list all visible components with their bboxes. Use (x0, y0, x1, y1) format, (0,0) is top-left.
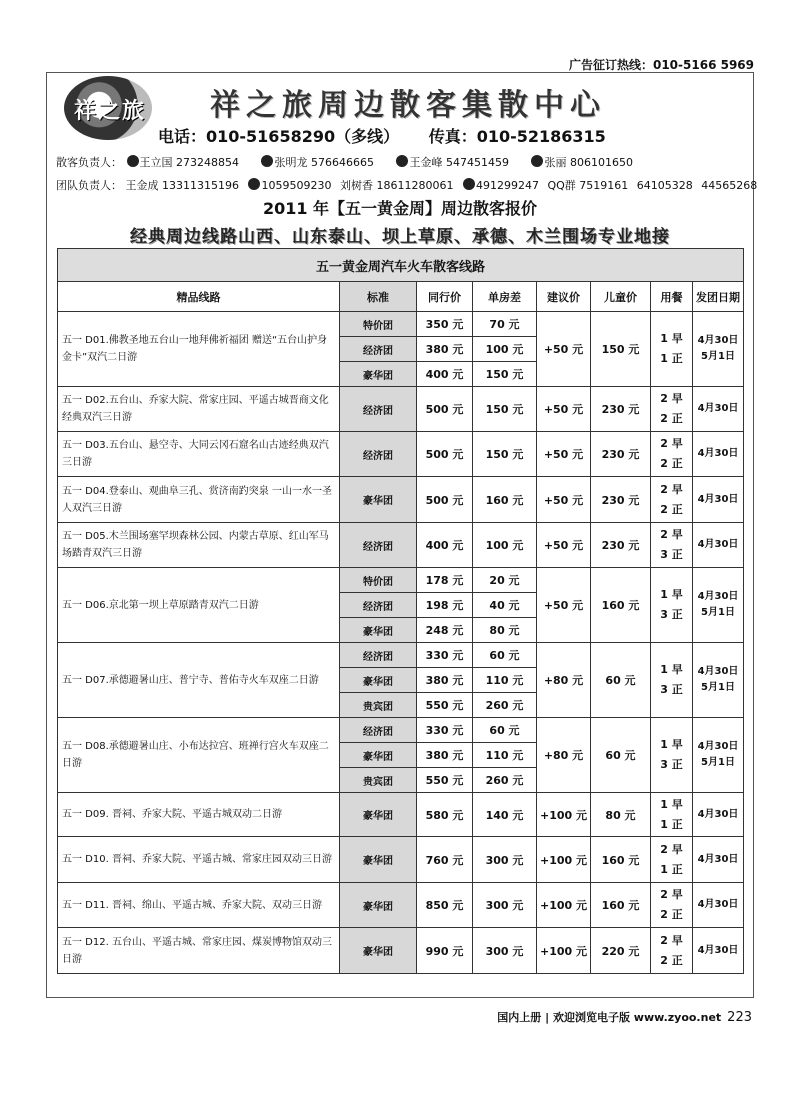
departure-date: 4月30日 (697, 448, 739, 459)
tier-standard: 经济团 (340, 337, 417, 362)
child-price: 220 元 (591, 928, 651, 974)
table-row (58, 793, 744, 837)
departure-dates (693, 432, 744, 477)
meals (651, 432, 693, 477)
meals (651, 837, 693, 883)
route-name: 五一 D05.木兰围场塞罕坝森林公园、内蒙古草原、红山军马场踏青双汽三日游 (58, 523, 340, 568)
tier-standard: 经济团 (340, 523, 417, 568)
peer-price: 550 元 (417, 768, 473, 793)
ad-hotline: 广告征订热线：010-5166 5969 (568, 58, 754, 72)
peer-price: 350 元 (417, 312, 473, 337)
peer-price: 178 元 (417, 568, 473, 593)
contact-label: 散客负责人： (56, 156, 122, 169)
contact-item: 张丽 806101650 (530, 154, 632, 170)
tier-standard: 豪华团 (340, 362, 417, 387)
peer-price: 500 元 (417, 477, 473, 523)
suggested-price: +50 元 (537, 387, 591, 432)
meal-lunch: 2 正 (660, 908, 683, 921)
meal-breakfast: 1 早 (660, 332, 683, 345)
child-price: 160 元 (591, 837, 651, 883)
meal-breakfast: 1 早 (660, 738, 683, 751)
contact-label: 团队负责人： (56, 179, 122, 192)
single-room-supplement: 300 元 (473, 928, 537, 974)
route-name: 五一 D10. 晋祠、乔家大院、平遥古城、常家庄园双动三日游 (58, 837, 340, 883)
route-name: 五一 D02.五台山、乔家大院、常家庄园、平遥古城晋商文化经典双汽三日游 (58, 387, 340, 432)
header-route: 精品线路 (58, 282, 340, 312)
single-room-supplement: 260 元 (473, 768, 537, 793)
contact-phone (158, 124, 630, 147)
departure-dates (693, 643, 744, 718)
child-price: 230 元 (591, 432, 651, 477)
tier-standard: 豪华团 (340, 618, 417, 643)
departure-date: 4月30日 (697, 493, 739, 505)
single-room-supplement: 140 元 (473, 793, 537, 837)
departure-dates (693, 718, 744, 793)
meals (651, 793, 693, 837)
peer-price: 380 元 (417, 337, 473, 362)
meal-lunch: 2 正 (660, 457, 683, 470)
meal-lunch: 1 正 (660, 352, 683, 365)
single-room-supplement: 80 元 (473, 618, 537, 643)
contact-item: 44565268 (701, 179, 758, 192)
departure-dates (693, 883, 744, 928)
meal-breakfast: 2 早 (660, 933, 683, 947)
peer-price: 580 元 (417, 793, 473, 837)
meals (651, 643, 693, 718)
child-price: 230 元 (591, 523, 651, 568)
footer-text: 国内上册 | 欢迎浏览电子版 www.zyoo.net (497, 1011, 722, 1024)
contact-item: 王金成 13311315196 (125, 179, 239, 192)
fax-line: 传真：010-52186315 (428, 127, 606, 146)
meals (651, 312, 693, 387)
suggested-price: +80 元 (537, 718, 591, 793)
logo-text: 祥之旅 (74, 98, 147, 124)
meal-breakfast: 2 早 (660, 482, 683, 496)
group-contacts (56, 177, 762, 193)
suggested-price: +50 元 (537, 312, 591, 387)
headline: 2011 年【五一黄金周】周边散客报价 (262, 199, 538, 218)
header-meals: 用餐 (651, 282, 693, 312)
table-row (58, 718, 744, 743)
single-room-supplement: 60 元 (473, 718, 537, 743)
single-room-supplement: 150 元 (473, 362, 537, 387)
departure-date: 5月1日 (701, 682, 735, 693)
peer-price: 500 元 (417, 432, 473, 477)
child-price: 60 元 (591, 718, 651, 793)
meals (651, 568, 693, 643)
suggested-price: +80 元 (537, 643, 591, 718)
suggested-price: +50 元 (537, 432, 591, 477)
departure-date: 5月1日 (701, 757, 735, 768)
phone-line: 电话：010-51658290（多线） (158, 127, 400, 146)
meals (651, 477, 693, 523)
meal-breakfast: 2 早 (660, 437, 683, 450)
contact-item: 64105328 (636, 179, 693, 192)
meal-breakfast: 1 早 (660, 797, 683, 811)
peer-price: 500 元 (417, 387, 473, 432)
peer-price: 248 元 (417, 618, 473, 643)
single-room-supplement: 40 元 (473, 593, 537, 618)
meal-breakfast: 2 早 (660, 842, 683, 856)
page-number: 223 (727, 1010, 752, 1025)
table-row (58, 883, 744, 928)
meals (651, 928, 693, 974)
departure-dates (693, 477, 744, 523)
peer-price: 380 元 (417, 743, 473, 768)
qq-icon (261, 155, 273, 167)
single-room-supplement: 110 元 (473, 668, 537, 693)
meal-lunch: 3 正 (660, 683, 683, 696)
single-room-supplement: 110 元 (473, 743, 537, 768)
peer-price: 760 元 (417, 837, 473, 883)
table-row (58, 643, 744, 668)
suggested-price: +100 元 (537, 793, 591, 837)
tier-standard: 豪华团 (340, 883, 417, 928)
child-price: 150 元 (591, 312, 651, 387)
tier-standard: 豪华团 (340, 743, 417, 768)
single-room-supplement: 100 元 (473, 337, 537, 362)
peer-price: 990 元 (417, 928, 473, 974)
tier-standard: 豪华团 (340, 837, 417, 883)
departure-dates (693, 312, 744, 387)
peer-price: 850 元 (417, 883, 473, 928)
single-room-supplement: 60 元 (473, 643, 537, 668)
meal-breakfast: 1 早 (660, 663, 683, 676)
contact-item: QQ群 7519161 (547, 179, 629, 192)
route-name: 五一 D03.五台山、悬空寺、大同云冈石窟名山古迹经典双汽三日游 (58, 432, 340, 477)
single-room-supplement: 150 元 (473, 432, 537, 477)
single-room-supplement: 300 元 (473, 883, 537, 928)
child-price: 80 元 (591, 793, 651, 837)
tier-standard: 贵宾团 (340, 693, 417, 718)
single-room-supplement: 300 元 (473, 837, 537, 883)
meal-lunch: 3 正 (660, 758, 683, 771)
departure-date: 4月30日 (697, 591, 739, 602)
peer-price: 380 元 (417, 668, 473, 693)
suggested-price: +100 元 (537, 837, 591, 883)
table-banner: 五一黄金周汽车火车散客线路 (58, 249, 744, 282)
meal-lunch: 1 正 (660, 817, 683, 831)
meal-lunch: 1 正 (660, 862, 683, 876)
meals (651, 387, 693, 432)
tier-standard: 特价团 (340, 312, 417, 337)
single-room-supplement: 260 元 (473, 693, 537, 718)
table-body (58, 312, 744, 974)
meal-lunch: 3 正 (660, 548, 683, 561)
header-child: 儿童价 (591, 282, 651, 312)
departure-dates (693, 837, 744, 883)
price-table (57, 248, 744, 974)
brand-title: 祥之旅周边散客集散中心 (210, 88, 606, 123)
departure-date: 4月30日 (697, 335, 739, 346)
departure-date: 4月30日 (697, 944, 739, 956)
table-row (58, 523, 744, 568)
tier-standard: 经济团 (340, 643, 417, 668)
table-row (58, 312, 744, 337)
table-row (58, 432, 744, 477)
departure-date: 4月30日 (697, 741, 739, 752)
suggested-price: +50 元 (537, 523, 591, 568)
tier-standard: 豪华团 (340, 928, 417, 974)
meal-breakfast: 2 早 (660, 888, 683, 901)
contact-item: 张明龙 576646665 (260, 154, 373, 170)
departure-dates (693, 793, 744, 837)
contact-item: 1059509230 (247, 178, 331, 192)
meal-breakfast: 1 早 (660, 588, 683, 601)
qq-icon (127, 155, 139, 167)
qq-icon (531, 155, 543, 167)
route-name: 五一 D11. 晋祠、绵山、平遥古城、乔家大院、双动三日游 (58, 883, 340, 928)
table-row (58, 928, 744, 974)
header-suggested: 建议价 (537, 282, 591, 312)
contact-item: 王金峰 547451459 (395, 154, 508, 170)
meals (651, 718, 693, 793)
meal-breakfast: 2 早 (660, 528, 683, 541)
peer-price: 330 元 (417, 718, 473, 743)
single-room-supplement: 160 元 (473, 477, 537, 523)
child-price: 160 元 (591, 883, 651, 928)
departure-date: 5月1日 (701, 607, 735, 618)
child-price: 230 元 (591, 387, 651, 432)
meals (651, 883, 693, 928)
departure-dates (693, 523, 744, 568)
departure-date: 4月30日 (697, 808, 739, 820)
tier-standard: 经济团 (340, 718, 417, 743)
contact-item: 491299247 (462, 178, 539, 192)
header-peer-price: 同行价 (417, 282, 473, 312)
route-name: 五一 D06.京北第一坝上草原踏青双汽二日游 (58, 568, 340, 643)
meal-lunch: 2 正 (660, 502, 683, 516)
logo-icon (64, 76, 152, 140)
departure-dates (693, 387, 744, 432)
child-price: 60 元 (591, 643, 651, 718)
table-row (58, 837, 744, 883)
qq-icon (396, 155, 408, 167)
tier-standard: 经济团 (340, 593, 417, 618)
contact-item: 王立国 273248854 (126, 154, 239, 170)
departure-dates (693, 928, 744, 974)
route-name: 五一 D08.承德避暑山庄、小布达拉宫、班禅行宫火车双座二日游 (58, 718, 340, 793)
suggested-price: +50 元 (537, 477, 591, 523)
peer-price: 550 元 (417, 693, 473, 718)
departure-date: 4月30日 (697, 853, 739, 865)
peer-price: 400 元 (417, 523, 473, 568)
tier-standard: 豪华团 (340, 477, 417, 523)
single-room-supplement: 100 元 (473, 523, 537, 568)
departure-date: 4月30日 (697, 666, 739, 677)
meal-lunch: 3 正 (660, 608, 683, 621)
tier-standard: 经济团 (340, 432, 417, 477)
table-row (58, 568, 744, 593)
peer-price: 330 元 (417, 643, 473, 668)
meal-lunch: 2 正 (660, 953, 683, 967)
route-name: 五一 D09. 晋祠、乔家大院、平遥古城双动二日游 (58, 793, 340, 837)
child-price: 230 元 (591, 477, 651, 523)
departure-date: 4月30日 (697, 899, 739, 910)
suggested-price: +50 元 (537, 568, 591, 643)
suggested-price: +100 元 (537, 928, 591, 974)
contact-item: 刘树香 18611280061 (339, 179, 454, 192)
header-standard: 标准 (340, 282, 417, 312)
tier-standard: 豪华团 (340, 668, 417, 693)
departure-date: 4月30日 (697, 539, 739, 550)
qq-icon (463, 178, 475, 190)
table-row (58, 387, 744, 432)
route-name: 五一 D12. 五台山、平遥古城、常家庄园、煤炭博物馆双动三日游 (58, 928, 340, 974)
price-table-container (57, 248, 743, 974)
single-room-supplement: 70 元 (473, 312, 537, 337)
peer-price: 400 元 (417, 362, 473, 387)
single-room-supplement: 20 元 (473, 568, 537, 593)
meals (651, 523, 693, 568)
tier-standard: 贵宾团 (340, 768, 417, 793)
suggested-price: +100 元 (537, 883, 591, 928)
meal-lunch: 2 正 (660, 412, 683, 425)
individual-contacts (56, 154, 651, 170)
header-date: 发团日期 (693, 282, 744, 312)
tier-standard: 经济团 (340, 387, 417, 432)
tier-standard: 豪华团 (340, 793, 417, 837)
child-price: 160 元 (591, 568, 651, 643)
route-name: 五一 D04.登泰山、观曲阜三孔、赏济南趵突泉 一山一水一圣人双汽三日游 (58, 477, 340, 523)
route-name: 五一 D01.佛教圣地五台山一地拜佛祈福团 赠送“五台山护身金卡”双汽二日游 (58, 312, 340, 387)
route-name: 五一 D07.承德避暑山庄、普宁寺、普佑寺火车双座二日游 (58, 643, 340, 718)
departure-date: 4月30日 (697, 403, 739, 414)
footer (497, 1009, 752, 1025)
departure-dates (693, 568, 744, 643)
subheadline: 经典周边线路山西、山东泰山、坝上草原、承德、木兰围场专业地接 (130, 227, 670, 247)
table-row (58, 477, 744, 523)
single-room-supplement: 150 元 (473, 387, 537, 432)
departure-date: 5月1日 (701, 351, 735, 362)
qq-icon (248, 178, 260, 190)
header-single-room: 单房差 (473, 282, 537, 312)
peer-price: 198 元 (417, 593, 473, 618)
meal-breakfast: 2 早 (660, 392, 683, 405)
tier-standard: 特价团 (340, 568, 417, 593)
